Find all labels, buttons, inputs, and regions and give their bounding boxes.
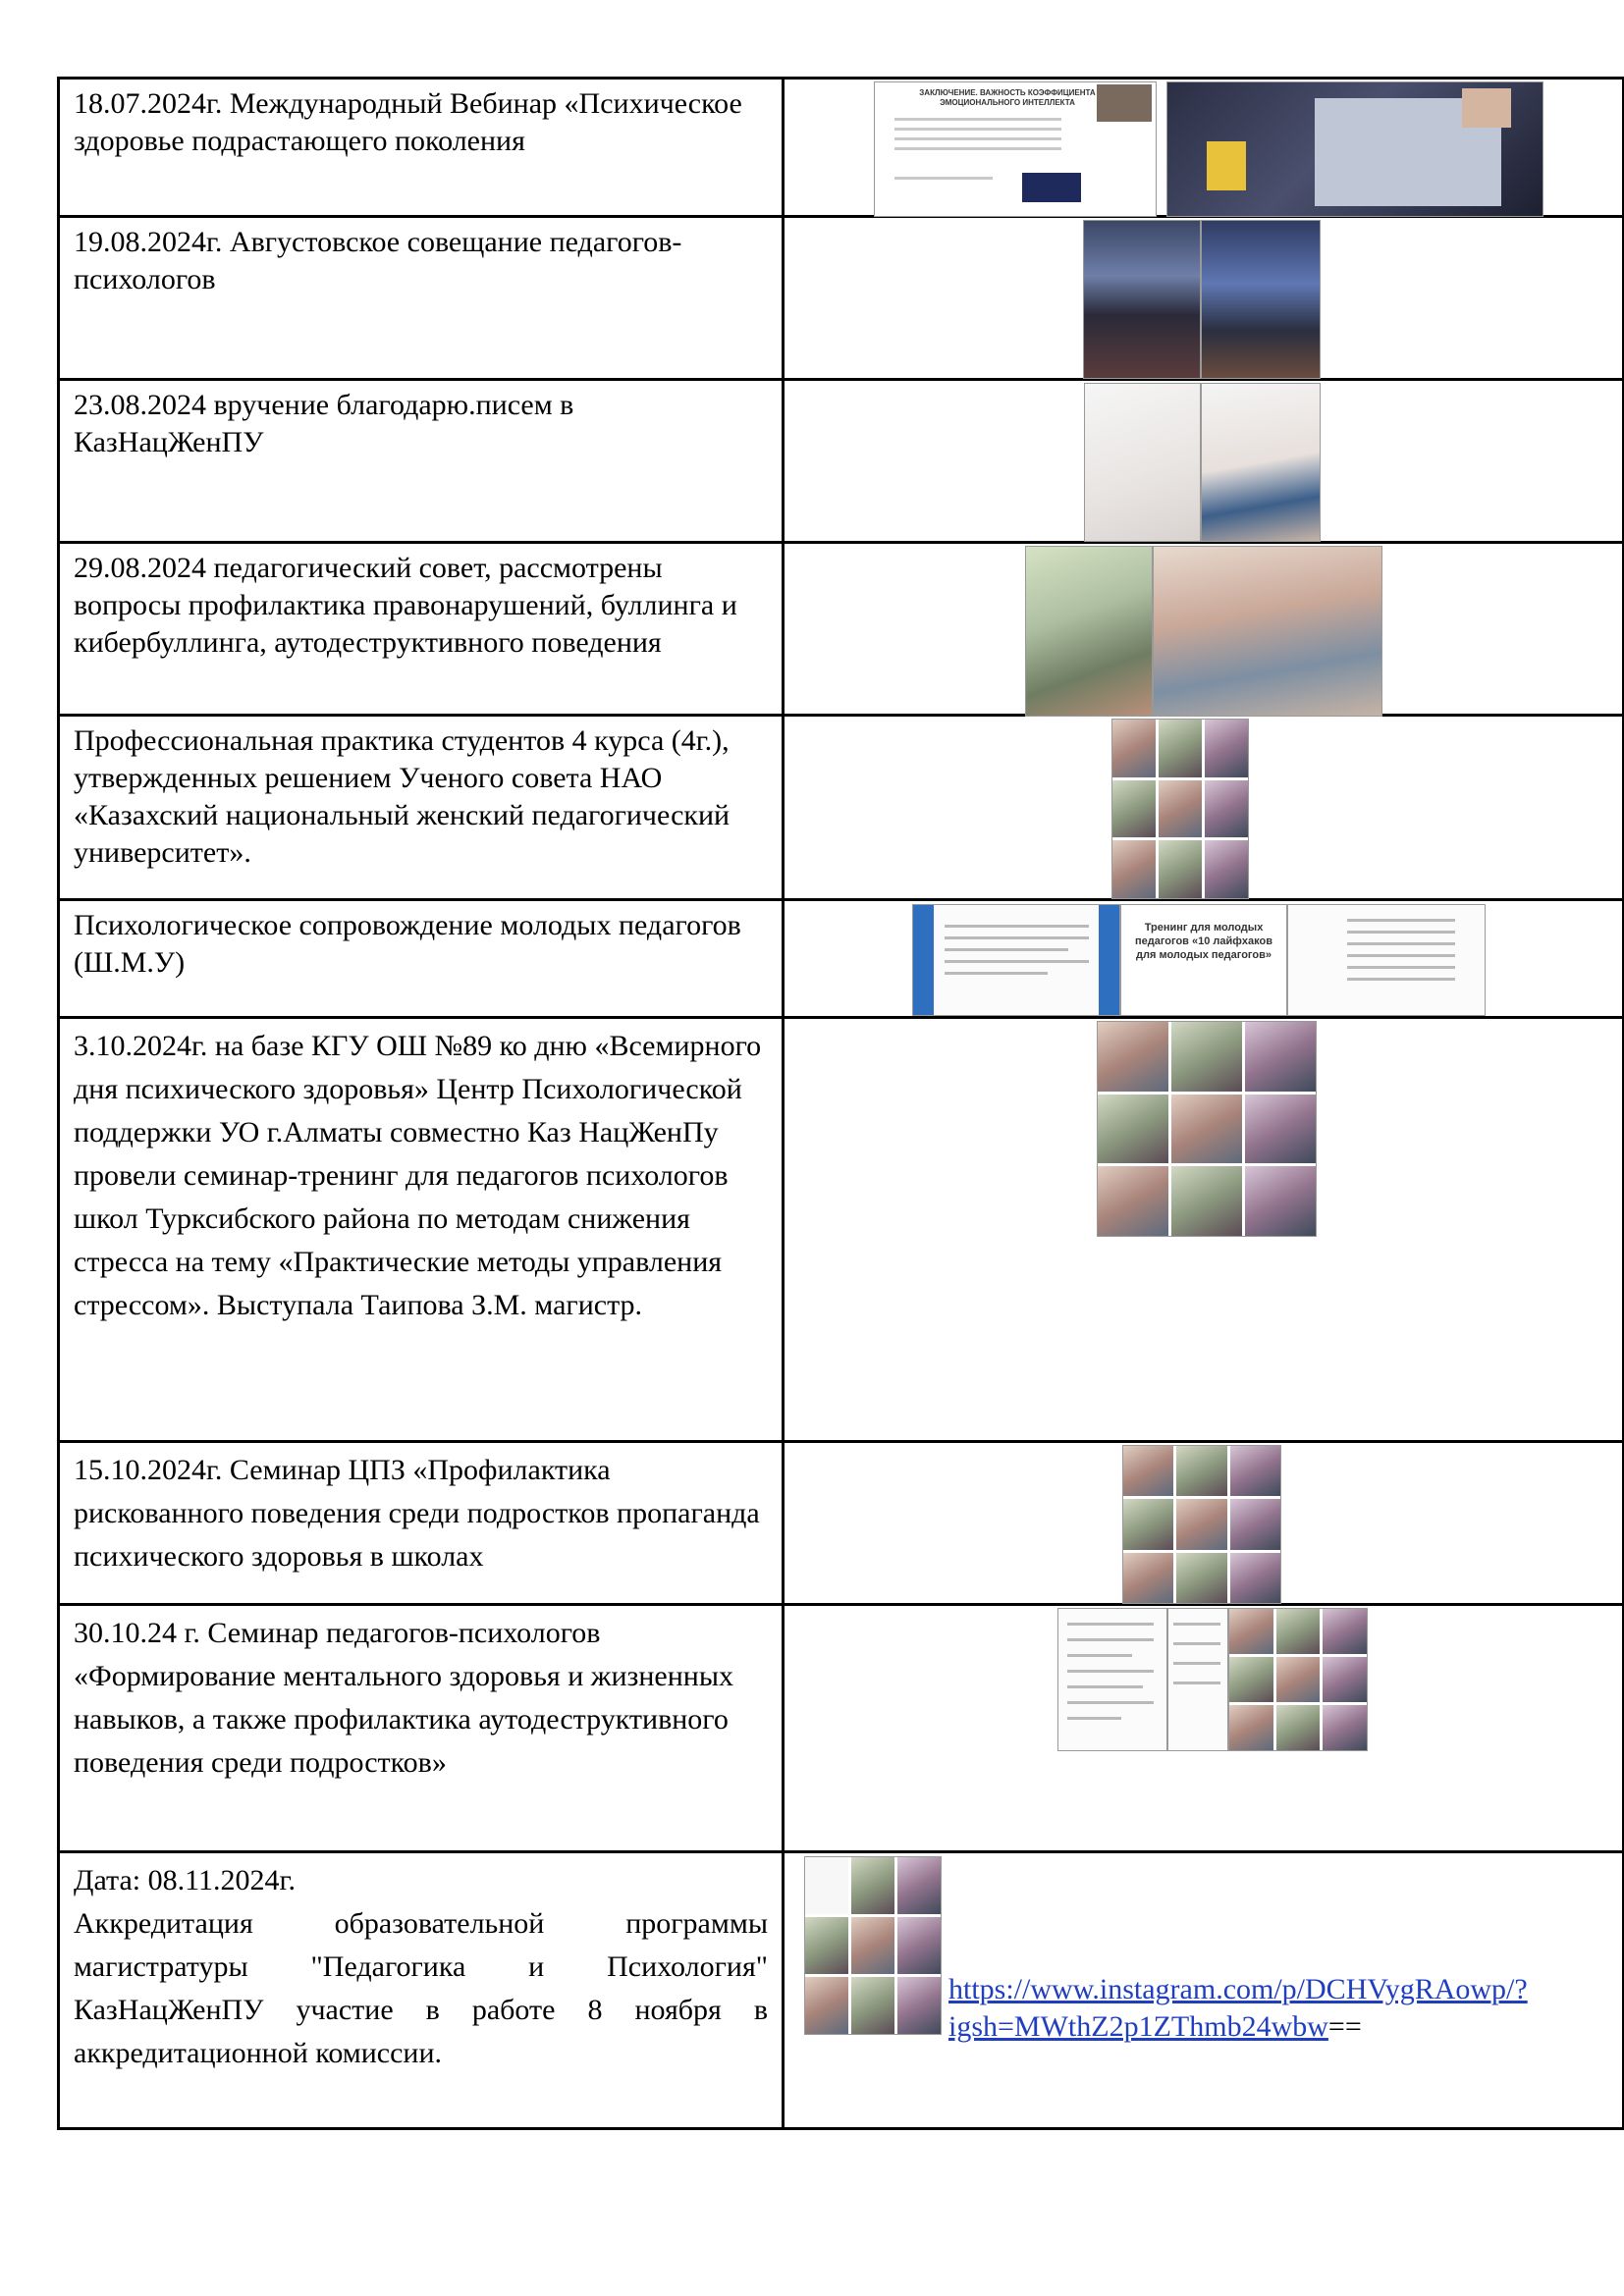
table-row xyxy=(59,543,1624,716)
webinar-slide-photo xyxy=(874,81,1157,217)
seminar-collage xyxy=(1097,1021,1317,1237)
seminar-collage xyxy=(1228,1608,1368,1751)
event-date: Дата: 08.11.2024г. xyxy=(74,1864,296,1896)
webinar-slide-title: ЗАКЛЮЧЕНИЕ. ВАЖНОСТЬ КОЭФФИЦИЕНТА ЭМОЦИОНАЛЬНОГО ИНТЕЛЛЕКТА xyxy=(919,88,1096,107)
event-photos xyxy=(784,543,1624,716)
table-row xyxy=(59,1018,1624,1442)
award-photo xyxy=(1084,383,1201,542)
council-photo xyxy=(1025,546,1153,717)
event-photos xyxy=(784,716,1624,900)
event-description xyxy=(59,1852,784,2129)
event-description: 18.07.2024г. Международный Вебинар «Психическое здоровье подрастающего поколения xyxy=(59,79,784,217)
document-screenshot xyxy=(1287,904,1486,1016)
event-photos xyxy=(784,900,1624,1018)
table-row xyxy=(59,716,1624,900)
document-screenshot xyxy=(912,904,1120,1016)
award-photo xyxy=(1201,383,1321,542)
event-description: Психологическое сопровождение молодых педагогов (Ш.М.У) xyxy=(59,900,784,1018)
event-photos xyxy=(784,79,1624,217)
event-photos xyxy=(784,1852,1624,2129)
event-description: 3.10.2024г. на базе КГУ ОШ №89 ко дню «Всемирного дня психического здоровья» Центр Психологической поддержки УО г.Алматы совместно Каз НацЖенПу провели семинар-тренинг для педагогов психологов школ Турксибского района по методам снижения стресса на тему «Практические методы управления стрессом». Выступала Таипова З.М. магистр. xyxy=(59,1018,784,1442)
table-row xyxy=(59,217,1624,380)
program-document xyxy=(1167,1608,1228,1751)
event-description: 15.10.2024г. Семинар ЦПЗ «Профилактика рискованного поведения среди подростков пропаганда психического здоровья в школах xyxy=(59,1442,784,1605)
accreditation-collage xyxy=(804,1856,942,2035)
instagram-link xyxy=(948,1971,1616,2046)
table-row xyxy=(59,1605,1624,1852)
program-document xyxy=(1057,1608,1167,1751)
event-description: 29.08.2024 педагогический совет, рассмотрены вопросы профилактика правонарушений, буллинга и кибербуллинга, аутодеструктивного поведения xyxy=(59,543,784,716)
instagram-url-suffix: == xyxy=(1327,2010,1362,2043)
table-row xyxy=(59,1442,1624,1605)
events-table xyxy=(57,77,1624,2130)
instagram-url[interactable]: https://www.instagram.com/p/DCHVygRAowp/?igsh=MWthZ2p1ZThmb24wbw xyxy=(948,1973,1528,2043)
event-description: Профессиональная практика студентов 4 курса (4г.), утвержденных решением Ученого совета НАО «Казахский национальный женский педагогический университет». xyxy=(59,716,784,900)
training-slide xyxy=(1120,904,1287,1016)
meeting-hall-photo xyxy=(1083,220,1201,379)
event-body: Аккредитация образовательной программы магистратуры "Педагогика и Психология" КазНацЖенПУ участие в работе 8 ноября в аккредитационной комиссии. xyxy=(74,1907,768,2069)
training-slide-title: Тренинг для молодых педагогов «10 лайфхаков для молодых педагогов» xyxy=(1135,922,1272,961)
event-photos xyxy=(784,1442,1624,1605)
council-photo xyxy=(1153,546,1382,717)
table-row xyxy=(59,900,1624,1018)
event-description: 23.08.2024 вручение благодарю.писем в КазНацЖенПУ xyxy=(59,380,784,543)
meeting-hall-photo xyxy=(1201,220,1321,379)
cpz-seminar-collage xyxy=(1122,1445,1281,1604)
table-row xyxy=(59,1852,1624,2129)
event-photos xyxy=(784,380,1624,543)
event-description: 19.08.2024г. Августовское совещание педагогов-психологов xyxy=(59,217,784,380)
event-photos xyxy=(784,217,1624,380)
event-description: 30.10.24 г. Семинар педагогов-психологов «Формирование ментального здоровья и жизненных навыков, а также профилактика аутодеструктивного поведения среди подростков» xyxy=(59,1605,784,1852)
event-photos xyxy=(784,1605,1624,1852)
practice-collage xyxy=(1111,719,1249,899)
table-row xyxy=(59,79,1624,217)
event-photos xyxy=(784,1018,1624,1442)
webinar-screen-photo xyxy=(1166,81,1543,217)
table-row xyxy=(59,380,1624,543)
